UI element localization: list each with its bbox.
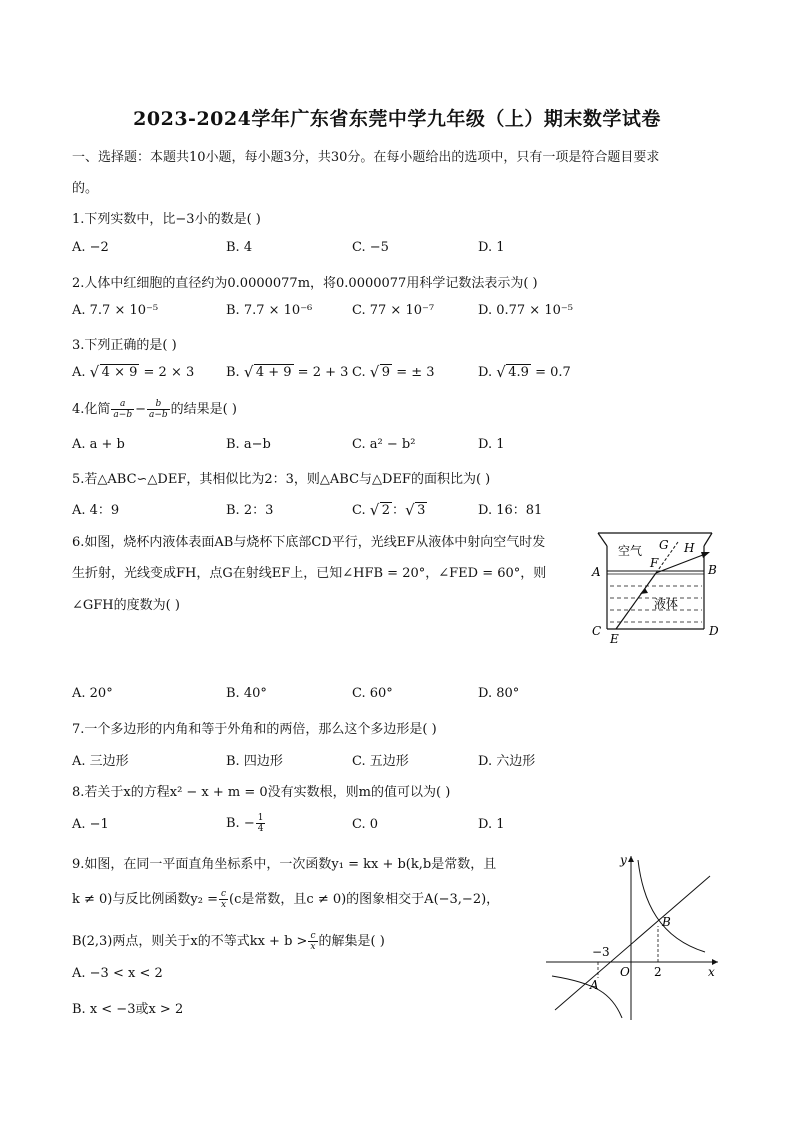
q4-f1-den: a−b [113,410,133,420]
q5-c-label: C. [352,503,366,518]
q6-option-c[interactable]: C. 60° [352,686,393,701]
beaker-rim-left [598,533,607,546]
label-d: D [709,624,719,638]
q3-d-label: D. [478,365,493,380]
q7-stem: 7.一个多边形的内角和等于外角和的两倍，那么这个多边形是( ) [72,722,437,737]
q5-c-colon: ： [392,503,406,518]
q6-option-b[interactable]: B. 40° [226,686,267,701]
ray-fh [656,553,708,573]
q4-stem [72,398,237,420]
q9-line2-num: c [219,889,228,900]
q9-line2-pre: k ≠ 0)与反比例函数y₂ = [72,892,218,907]
q9-line2-fraction [219,889,228,910]
q9-line2-post: (c是常数，且c ≠ 0)的图象相交于A(−3,−2)， [229,892,500,907]
label-a: A [592,565,601,579]
q3-option-a[interactable] [72,365,194,380]
q9-line2-den: x [220,900,227,910]
label-point-a: A [590,978,599,992]
q4-option-a[interactable]: A. a + b [72,437,125,452]
q2-stem: 2.人体中红细胞的直径约为0.0000077m，将0.0000077用科学记数法表示为( ) [72,276,538,291]
q5-option-d[interactable]: D. 16：81 [478,503,543,518]
q2-option-b[interactable]: B. 7.7 × 10⁻⁶ [226,303,313,318]
label-e: E [610,632,619,646]
q4-minus: − [135,402,146,417]
sqrt-symbol [245,365,294,380]
q9-line3-fraction [308,931,317,952]
q3-c-rhs: = ± 3 [396,365,435,380]
q9-line3-num: c [308,931,317,942]
paper-title: 2023-2024学年广东省东莞中学九年级（上）期末数学试卷 [133,108,661,130]
label-b: B [708,563,717,577]
q4-fraction-1 [111,399,134,420]
q8-option-d[interactable]: D. 1 [478,817,505,832]
label-point-b: B [662,915,671,929]
q8-option-a[interactable]: A. −1 [72,817,109,832]
sqrt-symbol [497,365,531,380]
q7-option-a[interactable]: A. 三边形 [72,754,129,769]
q3-c-label: C. [352,365,366,380]
sqrt-symbol [371,503,392,518]
q6-beaker-figure [588,528,728,648]
q8-b-fraction [256,813,266,834]
q8-option-c[interactable]: C. 0 [352,817,379,832]
label-y: y [620,853,627,867]
beaker-rim-right [704,533,712,546]
q9-option-b[interactable]: B. x < −3或x > 2 [72,1002,184,1017]
q3-option-b[interactable] [226,365,348,380]
q4-option-c[interactable]: C. a² − b² [352,437,416,452]
q3-a-rhs: = 2 × 3 [143,365,195,380]
label-air: 空气 [618,544,643,558]
q9-option-a[interactable]: A. −3 < x < 2 [72,966,163,981]
q2-option-d[interactable]: D. 0.77 × 10⁻⁵ [478,303,573,318]
label-h: H [684,541,695,555]
q9-coordinate-figure [540,848,730,1026]
arrow-fh-icon [701,552,710,558]
q2-option-c[interactable]: C. 77 × 10⁻⁷ [352,303,435,318]
q5-option-c[interactable] [352,499,427,518]
q6-option-a[interactable]: A. 20° [72,686,113,701]
label-origin: O [620,965,630,979]
q3-stem: 3.下列正确的是( ) [72,338,177,353]
q3-b-radicand: 4 + 9 [255,365,292,380]
q9-stem-line2 [72,888,499,910]
q4-fraction-2 [147,399,170,420]
q3-a-radicand: 4 × 9 [101,365,138,380]
sqrt-symbol [91,365,140,380]
q5-option-b[interactable]: B. 2：3 [226,503,274,518]
q7-option-b[interactable]: B. 四边形 [226,754,283,769]
q5-option-a[interactable]: A. 4：9 [72,503,120,518]
q4-f2-den: a−b [148,410,168,420]
label-g: G [659,538,669,552]
q4-option-d[interactable]: D. 1 [478,437,505,452]
q5-c-radicand-1: 2 [381,503,391,518]
q8-b-label: B. − [226,816,255,831]
q3-c-radicand: 9 [381,365,391,380]
q5-stem: 5.若△ABC∽△DEF，其相似比为2：3，则△ABC与△DEF的面积比为( ) [72,472,491,487]
q6-stem-line1: 6.如图，烧杯内液体表面AB与烧杯下底部CD平行，光线EF从液体中射向空气时发 [72,535,546,550]
section-instructions-line2: 的。 [72,181,99,196]
label-two: 2 [654,965,662,979]
sqrt-symbol [406,503,427,518]
q4-option-b[interactable]: B. a−b [226,437,271,452]
q4-f1-num: a [111,399,134,410]
q3-d-rhs: = 0.7 [535,365,571,380]
q1-option-d[interactable]: D. 1 [478,240,505,255]
q4-f2-num: b [147,399,170,410]
q9-stem-line3 [72,930,385,952]
q3-d-radicand: 4.9 [508,365,529,380]
q8-b-den: 4 [257,824,264,834]
q7-option-c[interactable]: C. 五边形 [352,754,409,769]
sqrt-symbol [371,365,392,380]
q6-stem-line2: 生折射，光线变成FH，点G在射线EF上，已知∠HFB = 20°，∠FED = 60°，则 [72,566,547,581]
q9-line3-den: x [310,942,316,952]
label-liquid: 液体 [654,597,679,611]
q3-a-label: A. [72,365,86,380]
q8-option-b[interactable] [226,813,266,834]
label-x: x [708,965,715,979]
q1-option-c[interactable]: C. −5 [352,240,389,255]
q3-b-rhs: = 2 + 3 [297,365,349,380]
section-instructions-line1: 一、选择题：本题共10小题，每小题3分，共30分。在每小题给出的选项中，只有一项是符合题目要求 [72,150,660,165]
hyperbola-q1-branch [638,860,705,952]
q9-stem-line1: 9.如图，在同一平面直角坐标系中，一次函数y₁ = kx + b(k,b是常数，且 [72,857,497,872]
q7-option-d[interactable]: D. 六边形 [478,754,536,769]
q8-stem: 8.若关于x的方程x² − x + m = 0没有实数根，则m的值可以为( ) [72,785,451,800]
q1-option-b[interactable]: B. 4 [226,240,253,255]
q3-option-c[interactable] [352,365,435,380]
q9-line3-post: 的解集是( ) [318,934,385,949]
q9-line3-pre: B(2,3)两点，则关于x的不等式kx + b > [72,934,308,949]
label-c: C [592,624,602,638]
line-y1 [555,876,710,1010]
q6-stem-line3: ∠GFH的度数为( ) [72,598,180,613]
q2-option-a[interactable]: A. 7.7 × 10⁻⁵ [72,303,159,318]
q5-c-radicand-2: 3 [417,503,426,518]
q4-stem-post: 的结果是( ) [170,402,237,417]
q6-option-d[interactable]: D. 80° [478,686,520,701]
q1-stem: 1.下列实数中，比−3小的数是( ) [72,212,261,227]
q3-option-d[interactable] [478,365,571,380]
q4-stem-pre: 4.化简 [72,402,111,417]
label-neg3: −3 [592,945,610,959]
q8-b-num: 1 [257,813,264,823]
label-f: F [650,556,659,570]
q3-b-label: B. [226,365,240,380]
q1-option-a[interactable]: A. −2 [72,240,109,255]
ray-ef [616,573,656,629]
